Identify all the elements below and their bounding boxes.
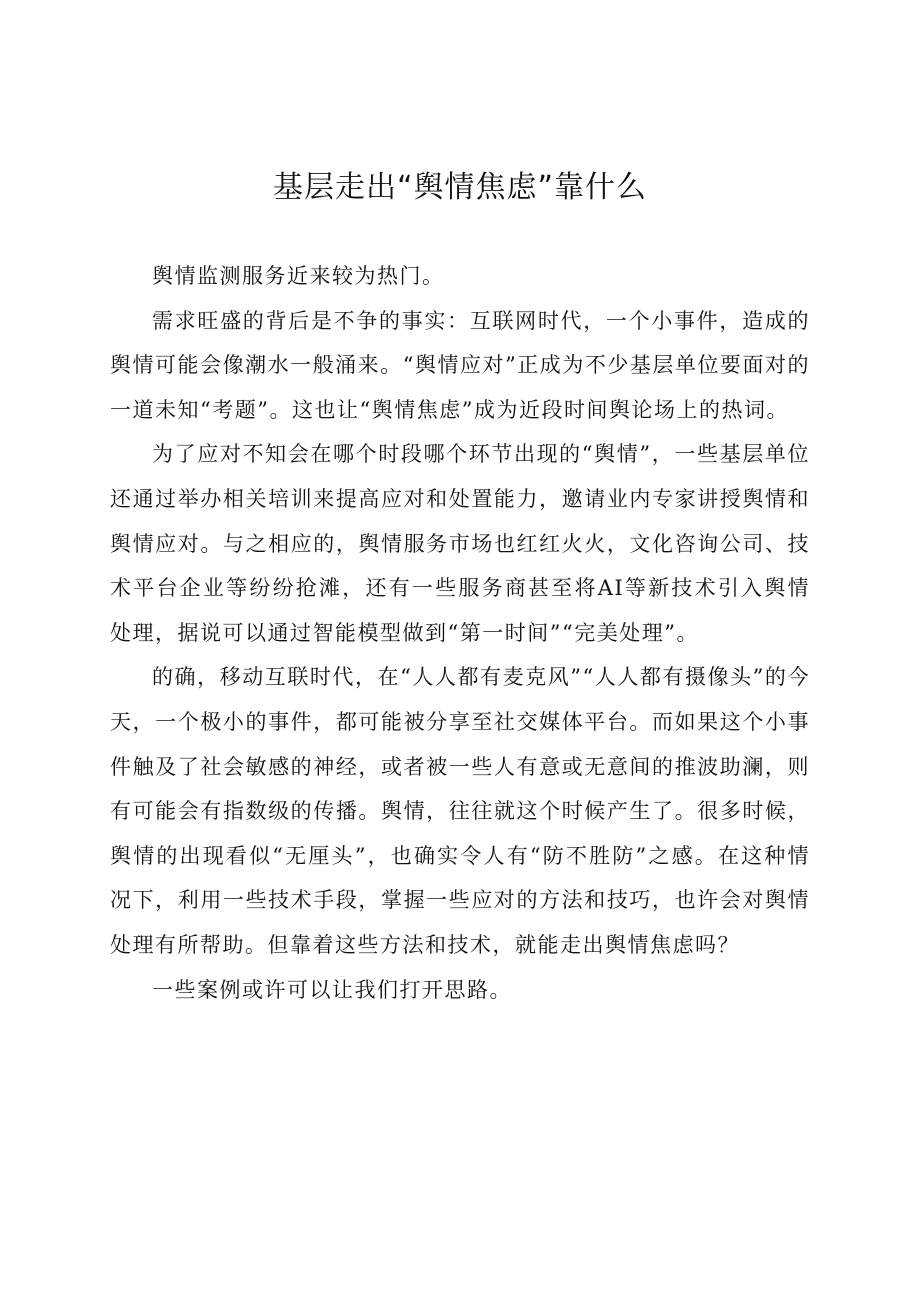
document-body	[110, 254, 810, 1012]
paragraph: 一些案例或许可以让我们打开思路。	[152, 977, 512, 1002]
paragraph: 需求旺盛的背后是不争的事实：互联网时代，一个小事件，造成的舆情可能会像潮水一般涌来。“舆情应对”正成为不少基层单位要面对的一道未知“考题”。这也让“舆情焦虑”成为近段时间舆论场上的热词。	[110, 308, 810, 422]
paragraph: 的确，移动互联时代，在“人人都有麦克风”“人人都有摄像头”的今天，一个极小的事件，都可能被分享至社交媒体平台。而如果这个小事件触及了社会敏感的神经，或者被一些人有意或无意间的推波助澜，则有可能会有指数级的传播。舆情，往往就这个时候产生了。很多时候，舆情的出现看似“无厘头”，也确实令人有“防不胜防”之感。在这种情况下，利用一些技术手段，掌握一些应对的方法和技巧，也许会对舆情处理有所帮助。但靠着这些方法和技术，就能走出舆情焦虑吗？	[110, 665, 810, 957]
paragraph: 舆情监测服务近来较为热门。	[152, 264, 445, 288]
paragraph: 为了应对不知会在哪个时段哪个环节出现的“舆情”，一些基层单位还通过举办相关培训来提高应对和处置能力，邀请业内专家讲授舆情和舆情应对。与之相应的，舆情服务市场也红红火火，文化咨询公司、技术平台企业等纷纷抢滩，还有一些服务商甚至将AI等新技术引入舆情处理，据说可以通过智能模型做到“第一时间”“完美处理”。	[110, 442, 810, 645]
document-title: 基层走出“舆情焦虑”靠什么	[272, 170, 648, 205]
